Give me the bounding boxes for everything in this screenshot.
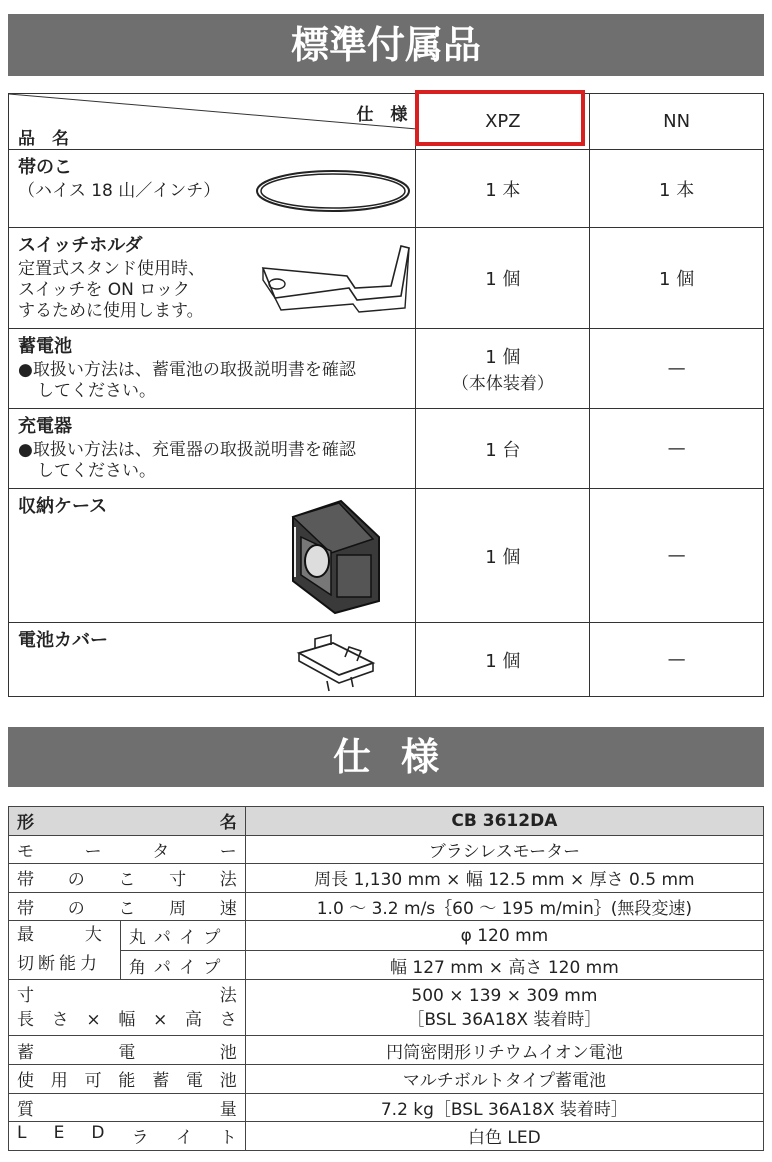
xpz-highlight-box [415, 90, 585, 146]
table-row: 収納ケース 1 個 — [9, 489, 764, 623]
table-row: 帯 の こ 寸 法 周長 1,130 mm × 幅 12.5 mm × 厚さ 0.5 mm [9, 864, 764, 893]
table-row: 質 量 7.2 kg［BSL 36A18X 装着時］ [9, 1093, 764, 1122]
accessories-banner: 標準付属品 [8, 14, 764, 76]
table-row: 充電器 ●取扱い方法は、充電器の取扱説明書を確認 してください。 1 台 — [9, 409, 764, 489]
col-header-xpz: XPZ [416, 94, 590, 150]
specs-table [8, 806, 764, 1151]
table-row: 帯のこ （ハイス 18 山／インチ） 1 本 1 本 [9, 150, 764, 228]
col-header-nn: NN [590, 94, 764, 150]
table-row: 寸 法 長 さ × 幅 × 高 さ 500 × 139 × 309 mm ［BSL 36A18X 装着時］ [9, 980, 764, 1036]
table-row: 電池カバー 1 個 — [9, 623, 764, 697]
item-desc: （ハイス 18 山／インチ） [18, 181, 221, 201]
switch-holder-icon [255, 238, 415, 320]
spec-header-row: 形 名 CB 3612DA [9, 807, 764, 836]
table-row: モ ー タ ー ブラシレスモーター [9, 835, 764, 864]
specs-banner: 仕様 [8, 727, 764, 787]
table-row: 蓄 電 池 円筒密閉形リチウムイオン電池 [9, 1036, 764, 1065]
band-saw-blade-icon [253, 166, 417, 216]
model-name: CB 3612DA [245, 807, 763, 836]
table-row: スイッチホルダ 定置式スタンド使用時、 スイッチを ON ロック するために使用します。 1 個 1 個 [9, 228, 764, 329]
table-row: 帯 の こ 周 速 1.0 ～ 3.2 m/s｛60 ～ 195 m/min｝(無段変速) [9, 892, 764, 921]
table-row: 角パイプ 幅 127 mm × 高さ 120 mm [9, 950, 764, 980]
table-row: 蓄電池 ●取扱い方法は、蓄電池の取扱説明書を確認 してください。 1 個 （本体装着） — [9, 329, 764, 409]
battery-cover-icon [293, 631, 381, 693]
table-row: 使 用 可 能 蓄 電 池 マルチボルトタイプ蓄電池 [9, 1064, 764, 1093]
item-name: 帯のこ [18, 157, 72, 178]
accessories-table [8, 93, 764, 697]
header-diagonal-cell [9, 94, 416, 150]
storage-case-icon [281, 497, 385, 615]
name-header-label: 品 名 [18, 129, 69, 149]
spec-header-label: 仕 様 [356, 105, 408, 125]
table-row: L E D ラ イ ト 白色 LED [9, 1122, 764, 1151]
table-row: 最 大 切断能力 丸パイプ φ 120 mm [9, 921, 764, 951]
